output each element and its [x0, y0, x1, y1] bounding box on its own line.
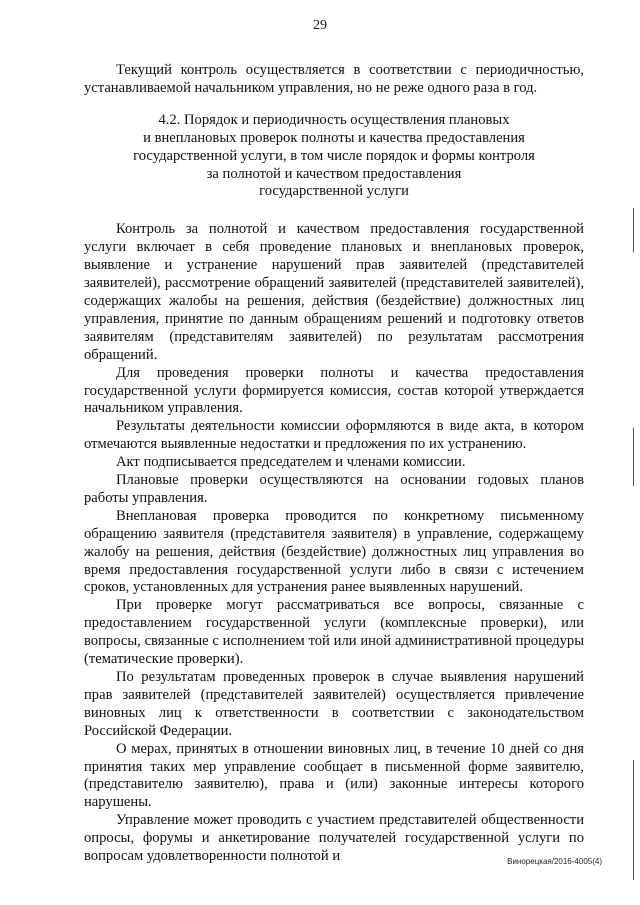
document-footer-code: Винорецкая/2016-4005(4) — [507, 857, 602, 866]
section-heading — [84, 112, 584, 202]
paragraph-public-surveys: Управление может проводить с участием представителей общественности опросы, форумы и анкетирование получателей государственной услуги по вопросам удовлетворенности полнотой и — [84, 812, 584, 865]
paragraph-commission: Для проведения проверки полноты и качества предоставления государственной услуги формируется комиссия, состав которой утверждается начальником управления. — [84, 364, 584, 417]
paragraph-unplanned-checks: Внеплановая проверка проводится по конкретному письменному обращению заявителя (представителя заявителя) в управление, содержащему жалобу на решения, действия (бездействие) должностных лиц управления во время предоставления государственной услуги либо в связи с истечением сроков, установленных для устранения ранее выявленных нарушений. — [84, 507, 584, 596]
scan-edge-mark — [633, 760, 634, 880]
page-number: 29 — [313, 18, 327, 33]
paragraph-control-scope: Контроль за полнотой и качеством предоставления государственной услуги включает в себя проведение плановых и внеплановых проверок, выявление и устранение нарушений прав заявителей (представителей заявителей), рассмотрение обращений заявителей (представителей заявителей), содержащих жалобы на решения, действия (бездействие) должностных лиц управления, принятие по данным обращениям решений и подготовку ответов заявителям (представителям заявителей) по результатам рассмотрения обращений. — [84, 221, 584, 363]
intro-paragraph: Текущий контроль осуществляется в соответствии с периодичностью, устанавливаемой начальником управления, но не реже одного раза в год. — [84, 62, 584, 96]
paragraph-planned-checks: Плановые проверки осуществляются на основании годовых планов работы управления. — [84, 472, 584, 506]
section-heading-line: государственной услуги, в том числе порядок и формы контроля — [133, 147, 535, 164]
scan-edge-mark — [633, 208, 634, 252]
paragraph-act-signing: Акт подписывается председателем и членами комиссии. — [116, 454, 466, 471]
section-heading-line: 4.2. Порядок и периодичность осуществления плановых — [158, 111, 510, 128]
document-body — [84, 62, 584, 866]
paragraph-measures-notice: О мерах, принятых в отношении виновных лиц, в течение 10 дней со дня принятия таких мер управление сообщает в письменной форме заявителю, (представителю заявителю), права и (или) законные интересы которого нарушены. — [84, 740, 584, 811]
scan-edge-mark — [633, 428, 634, 486]
paragraph-check-questions: При проверке могут рассматриваться все вопросы, связанные с предоставлением государственной услуги (комплексные проверки), или вопросы, связанные с исполнением той или иной административной процедуры (тематические проверки). — [84, 597, 584, 668]
section-heading-line: государственной услуги — [259, 183, 409, 200]
section-heading-line: и внеплановых проверок полноты и качества предоставления — [143, 129, 525, 146]
paragraph-commission-results: Результаты деятельности комиссии оформляются в виде акта, в котором отмечаются выявленные недостатки и предложения по их устранению. — [84, 418, 584, 453]
section-heading-line: за полнотой и качеством предоставления — [206, 165, 462, 182]
paragraph-check-outcomes: По результатам проведенных проверок в случае выявления нарушений прав заявителей (представителей заявителей) осуществляется привлечение виновных лиц к ответственности в соответствии с законодательством Российской Федерации. — [84, 669, 584, 739]
